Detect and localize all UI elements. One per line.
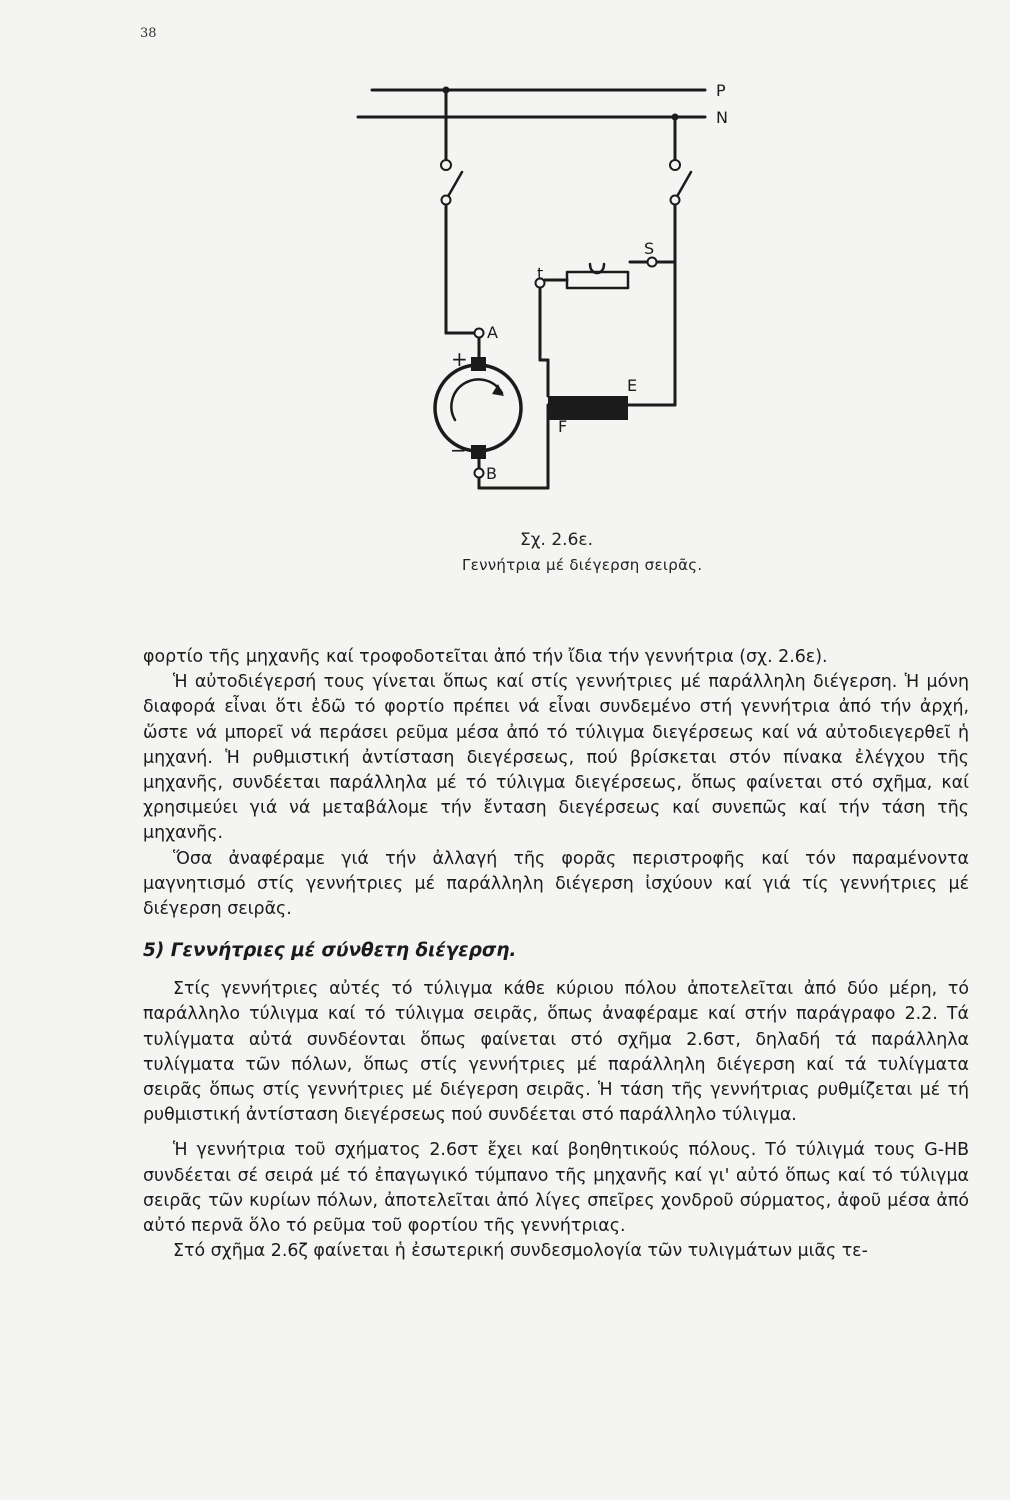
label-t: t: [537, 264, 544, 283]
label-p: P: [716, 81, 726, 100]
section-heading: 5) Γεννήτριες μέ σύνθετη διέγερση.: [143, 940, 517, 962]
label-a: A: [487, 323, 498, 342]
label-b: B: [486, 464, 497, 483]
label-f: F: [558, 417, 568, 436]
rotation-arrow: [451, 379, 502, 420]
rotation-arrowhead: [492, 384, 504, 396]
label-plus: +: [451, 347, 468, 371]
label-n: N: [716, 108, 728, 127]
paragraph: Ἡ γεννήτρια τοῦ σχήματος 2.6στ ἔχει καί βοηθητικούς πόλους. Τό τύλιγμά τους G-HB συνδέεται σέ σειρά μέ τό ἐπαγωγικό τύμπανο τῆς μηχανῆς καί γι' αὐτό ὅπως καί τό τύλιγμα σειρᾶς τῶν κυρίων πόλων, ἀποτελεῖται ἀπό λίγες σπεῖρες χονδροῦ σύρματος, ἀφοῦ μέσα ἀπό αὐτό περνᾶ ὅλο τό ρεῦμα τοῦ φορτίου τῆς γεννήτριας.: [143, 1140, 969, 1237]
label-e: E: [627, 376, 638, 395]
circuit-diagram: [0, 0, 1010, 640]
circuit-diagram-svg: [0, 0, 1010, 640]
brush-bottom: [471, 445, 486, 459]
label-s: S: [644, 239, 655, 258]
armature: [435, 365, 521, 451]
paragraph: φορτίο τῆς μηχανῆς καί τροφοδοτεῖται ἀπό τήν ἴδια τήν γεννήτρια (σχ. 2.6ε).: [143, 647, 828, 667]
switch-terminal: [441, 160, 451, 170]
figure-caption-number: Σχ. 2.6ε.: [520, 530, 593, 550]
switch-terminal: [442, 196, 451, 205]
paragraph: Στό σχῆμα 2.6ζ φαίνεται ἡ ἐσωτερική συνδεσμολογία τῶν τυλιγμάτων μιᾶς τε-: [173, 1241, 868, 1262]
terminal-a: [475, 329, 484, 338]
terminal-s: [648, 258, 657, 267]
paragraph: Ὅσα ἀναφέραμε γιά τήν ἀλλαγή τῆς φορᾶς περιστροφῆς καί τόν παραμένοντα μαγνητισμό στίς γεννήτριες μέ παράλληλη διέγερση ἰσχύουν καί γιά τίς γεννήτριες μέ διέγερση σειρᾶς.: [143, 848, 969, 920]
terminal-b: [475, 469, 484, 478]
switch-terminal: [671, 196, 680, 205]
figure-caption-title: Γεννήτρια μέ διέγερση σειρᾶς.: [462, 556, 703, 574]
page-number: 38: [140, 26, 157, 41]
switch-terminal: [670, 160, 680, 170]
paragraph: Στίς γεννήτριες αὐτές τό τύλιγμα κάθε κύριου πόλου ἀποτελεῖται ἀπό δύο μέρη, τό παράλληλο τύλιγμα καί τό τύλιγμα σειρᾶς, ὅπως ἀναφέραμε καί στήν παράγραφο 2.2. Τά τυλίγματα αὐτά συνδέονται ὅπως φαίνεται στό σχῆμα 2.6στ, δηλαδή τά παράλληλα τυλίγματα τῶν πόλων, ὅπως στίς γεννήτριες μέ παράλληλη διέγερση καί τά τυλίγματα σειρᾶς ὅπως στίς γεννήτριες μέ διέγερση σειρᾶς. Ἡ τάση τῆς γεννήτριας ρυθμίζεται μέ τή ρυθμιστική ἀντίσταση διεγέρσεως πού συνδέεται στό παράλληλο τύλιγμα.: [143, 979, 969, 1126]
label-minus: −: [450, 438, 467, 462]
body-text: [143, 645, 969, 1264]
paragraph: Ἡ αὐτοδιέγερσή τους γίνεται ὅπως καί στίς γεννήτριες μέ παράλληλη διέγερση. Ἡ μόνη διαφορά εἶναι ὅτι ἐδῶ τό φορτίο πρέπει νά εἶναι συνδεμένο στή γεννήτρια ἀπό τήν ἀρχή, ὥστε νά μπορεῖ νά περάσει ρεῦμα μέσα ἀπό τό τύλιγμα διεγέρσεως καί νά αὐτοδιεγερθεῖ ἡ μηχανή. Ἡ ρυθμιστική ἀντίσταση διεγέρσεως, πού βρίσκεται στόν πίνακα ἐλέγχου τῆς μηχανῆς, συνδέεται παράλληλα μέ τό τύλιγμα διεγέρσεως, ὅπως φαίνεται στό σχῆμα, καί χρησιμεύει γιά νά μεταβάλομε τήν ἔνταση διεγέρσεως καί συνεπῶς καί τήν τάση τῆς μηχανῆς.: [143, 672, 969, 844]
field-rheostat: [567, 272, 628, 288]
